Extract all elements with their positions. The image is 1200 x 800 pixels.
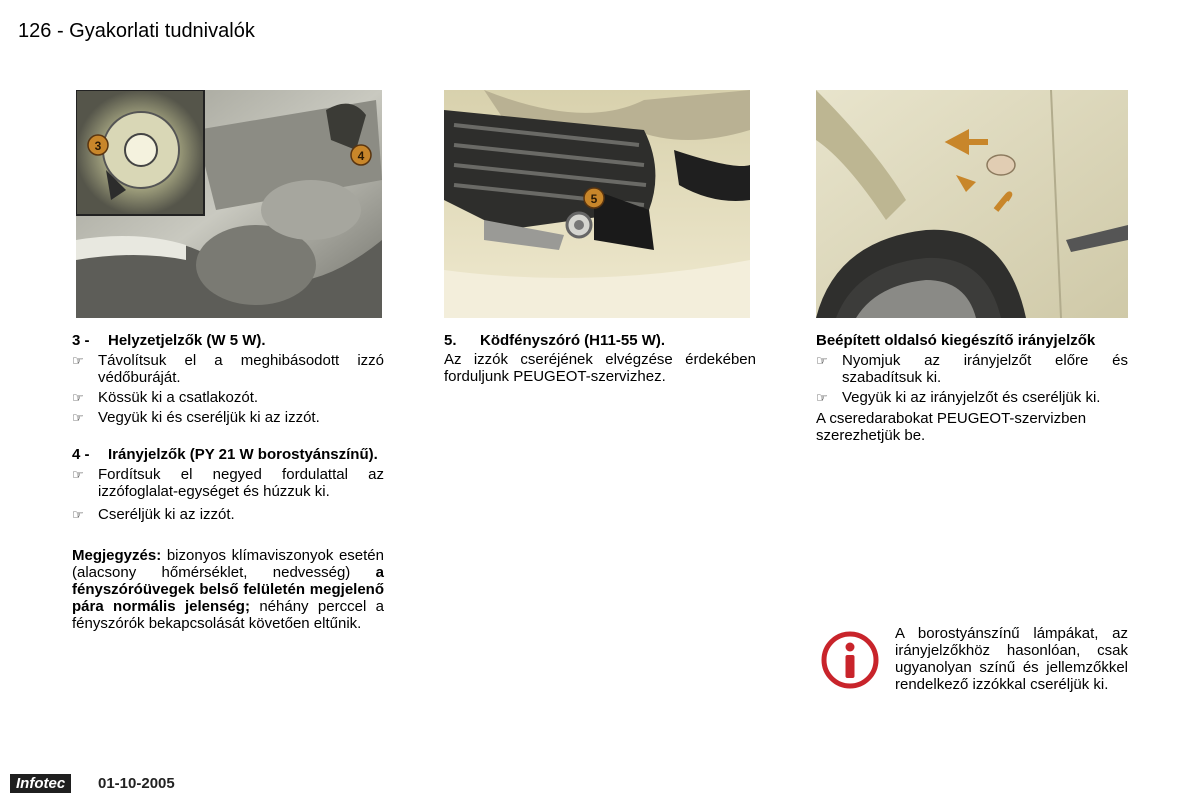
callout-5-label: 5 bbox=[590, 192, 598, 206]
hand-pointer-icon: ☞ bbox=[72, 507, 84, 522]
column-2 bbox=[444, 332, 756, 385]
section-5-number: 5. bbox=[444, 332, 457, 349]
side-indicator-photo bbox=[816, 90, 1128, 318]
fog-lamp-photo bbox=[444, 90, 750, 318]
info-text: A borostyánszínű lámpákat, az irányjelzőkhöz hasonlóan, csak ugyanolyan színű és jellemzőkkel rendelkező izzókkal cseréljük ki. bbox=[895, 625, 1128, 693]
callout-4-label: 4 bbox=[357, 149, 365, 163]
section-3-title bbox=[72, 332, 384, 349]
list-item: ☞ Kössük ki a csatlakozót. bbox=[72, 389, 259, 406]
hand-pointer-icon: ☞ bbox=[816, 353, 828, 368]
section-3-number: 3 - bbox=[72, 332, 90, 349]
list-item: ☞ Nyomjuk az irányjelzőt előre és szabadítsuk ki. bbox=[816, 352, 1128, 386]
side-indicator-heading: Beépített oldalsó kiegészítő irányjelzők bbox=[816, 332, 1096, 349]
note-paragraph bbox=[72, 547, 384, 632]
list-item: ☞ Vegyük ki és cseréljük ki az izzót. bbox=[72, 409, 320, 426]
list-item: ☞ Fordítsuk el negyed fordulattal az izzófoglalat-egységet és húzzuk ki. bbox=[72, 466, 384, 500]
footer-date: 01-10-2005 bbox=[98, 775, 175, 792]
column-1 bbox=[72, 332, 384, 632]
section-4-number: 4 - bbox=[72, 446, 90, 463]
page-header bbox=[18, 20, 255, 43]
headlamp-rear-photo bbox=[76, 90, 382, 318]
hand-pointer-icon: ☞ bbox=[72, 390, 84, 405]
section-5-title bbox=[444, 332, 756, 349]
parts-text: A cseredarabokat PEUGEOT-szervizben szerezhetjük be. bbox=[816, 410, 1087, 444]
hand-pointer-icon: ☞ bbox=[816, 390, 828, 405]
info-icon bbox=[820, 630, 880, 690]
section-4-title bbox=[72, 446, 384, 463]
hand-pointer-icon: ☞ bbox=[72, 410, 84, 425]
note-text-2: néhány perccel a fényszórók bekapcsolását követően eltűnik. bbox=[72, 598, 384, 632]
page-number: 126 bbox=[18, 20, 52, 42]
page-title: Gyakorlati tudnivalók bbox=[69, 20, 255, 42]
header-separator: - bbox=[56, 20, 64, 42]
brand-badge: Infotec bbox=[10, 774, 71, 793]
list-item: ☞ Cseréljük ki az izzót. bbox=[72, 506, 235, 523]
section-5-text: Az izzók cseréjének elvégzése érdekében forduljunk PEUGEOT-szervizhez. bbox=[444, 351, 756, 385]
section-4-heading: Irányjelzők (PY 21 W borostyánszínű). bbox=[108, 446, 378, 463]
callout-3-label: 3 bbox=[94, 139, 102, 153]
hand-pointer-icon: ☞ bbox=[72, 467, 84, 482]
note-text-1: bizonyos klímaviszonyok esetén (alacsony hőmérséklet, nedvesség) bbox=[72, 547, 384, 581]
hand-pointer-icon: ☞ bbox=[72, 353, 84, 368]
column-3 bbox=[816, 332, 1128, 444]
list-item: ☞ Vegyük ki az irányjelzőt és cseréljük ki. bbox=[816, 389, 1101, 406]
note-bold-text: a fényszóróüvegek belső felületén megjelenő pára normális jelenség; bbox=[72, 564, 385, 615]
list-item: ☞ Távolítsuk el a meghibásodott izzó védőburáját. bbox=[72, 352, 384, 386]
section-3-heading: Helyzetjelzők (W 5 W). bbox=[108, 332, 266, 349]
section-5-heading: Ködfényszóró (H11-55 W). bbox=[480, 332, 666, 349]
note-label: Megjegyzés: bbox=[72, 547, 162, 564]
